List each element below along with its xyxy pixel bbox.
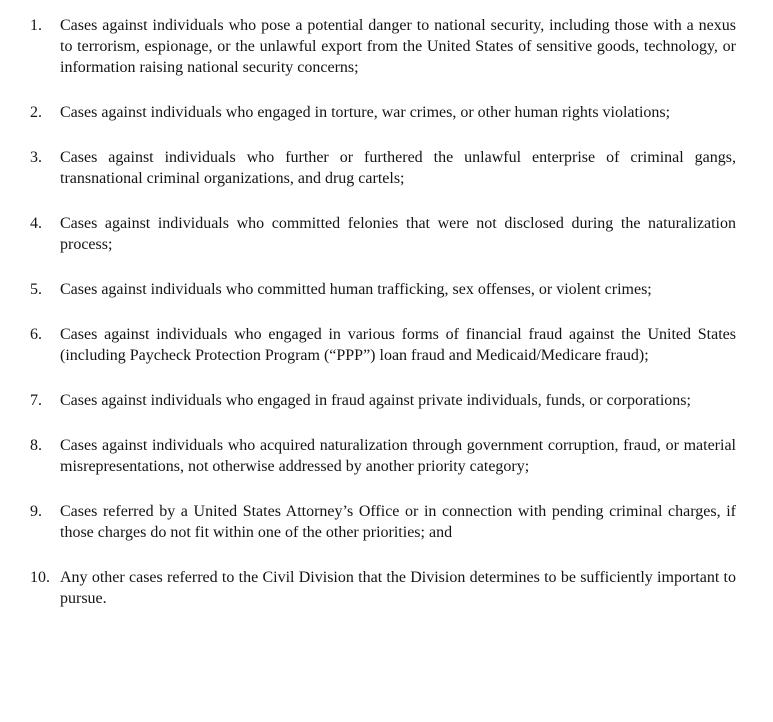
- list-item: [30, 390, 736, 411]
- list-item-number: 2.: [30, 104, 42, 121]
- list-item-text: Cases against individuals who engaged in various forms of financial fraud against the United States (including Paycheck Protection Program (“PPP”) loan fraud and Medicaid/Medicare fraud);: [60, 326, 736, 364]
- list-item: [30, 435, 736, 477]
- list-item-text: Cases against individuals who engaged in fraud against private individuals, funds, or corporations;: [60, 392, 691, 409]
- list-item-number: 7.: [30, 392, 42, 409]
- list-item-text: Cases against individuals who pose a potential danger to national security, including those with a nexus to terrorism, espionage, or the unlawful export from the United States of sensitive goods, technology, or information raising national security concerns;: [60, 17, 736, 76]
- list-item: [30, 15, 736, 78]
- list-item-text: Cases against individuals who committed felonies that were not disclosed during the naturalization process;: [60, 215, 736, 253]
- list-item-number: 5.: [30, 281, 42, 298]
- list-item-text: Cases against individuals who acquired naturalization through government corruption, fraud, or material misrepresentations, not otherwise addressed by another priority category;: [60, 437, 736, 475]
- list-item-text: Cases against individuals who engaged in torture, war crimes, or other human rights violations;: [60, 104, 671, 121]
- list-item-text: Cases against individuals who further or furthered the unlawful enterprise of criminal gangs, transnational criminal organizations, and drug cartels;: [60, 149, 736, 187]
- list-item-number: 10.: [30, 569, 50, 586]
- list-item: [30, 279, 736, 300]
- priority-list: [30, 15, 736, 609]
- list-item-number: 3.: [30, 149, 42, 166]
- list-item-number: 8.: [30, 437, 42, 454]
- list-item: [30, 501, 736, 543]
- list-item: [30, 102, 736, 123]
- list-item-text: Any other cases referred to the Civil Division that the Division determines to be sufficiently important to pursue.: [60, 569, 736, 607]
- list-item-text: Cases against individuals who committed human trafficking, sex offenses, or violent crimes;: [60, 281, 652, 298]
- list-item-text: Cases referred by a United States Attorney’s Office or in connection with pending criminal charges, if those charges do not fit within one of the other priorities; and: [60, 503, 736, 541]
- list-item-number: 9.: [30, 503, 42, 520]
- list-item: [30, 213, 736, 255]
- list-item-number: 4.: [30, 215, 42, 232]
- list-item: [30, 324, 736, 366]
- list-item: [30, 147, 736, 189]
- list-item-number: 6.: [30, 326, 42, 343]
- list-item-number: 1.: [30, 17, 42, 34]
- list-item: [30, 567, 736, 609]
